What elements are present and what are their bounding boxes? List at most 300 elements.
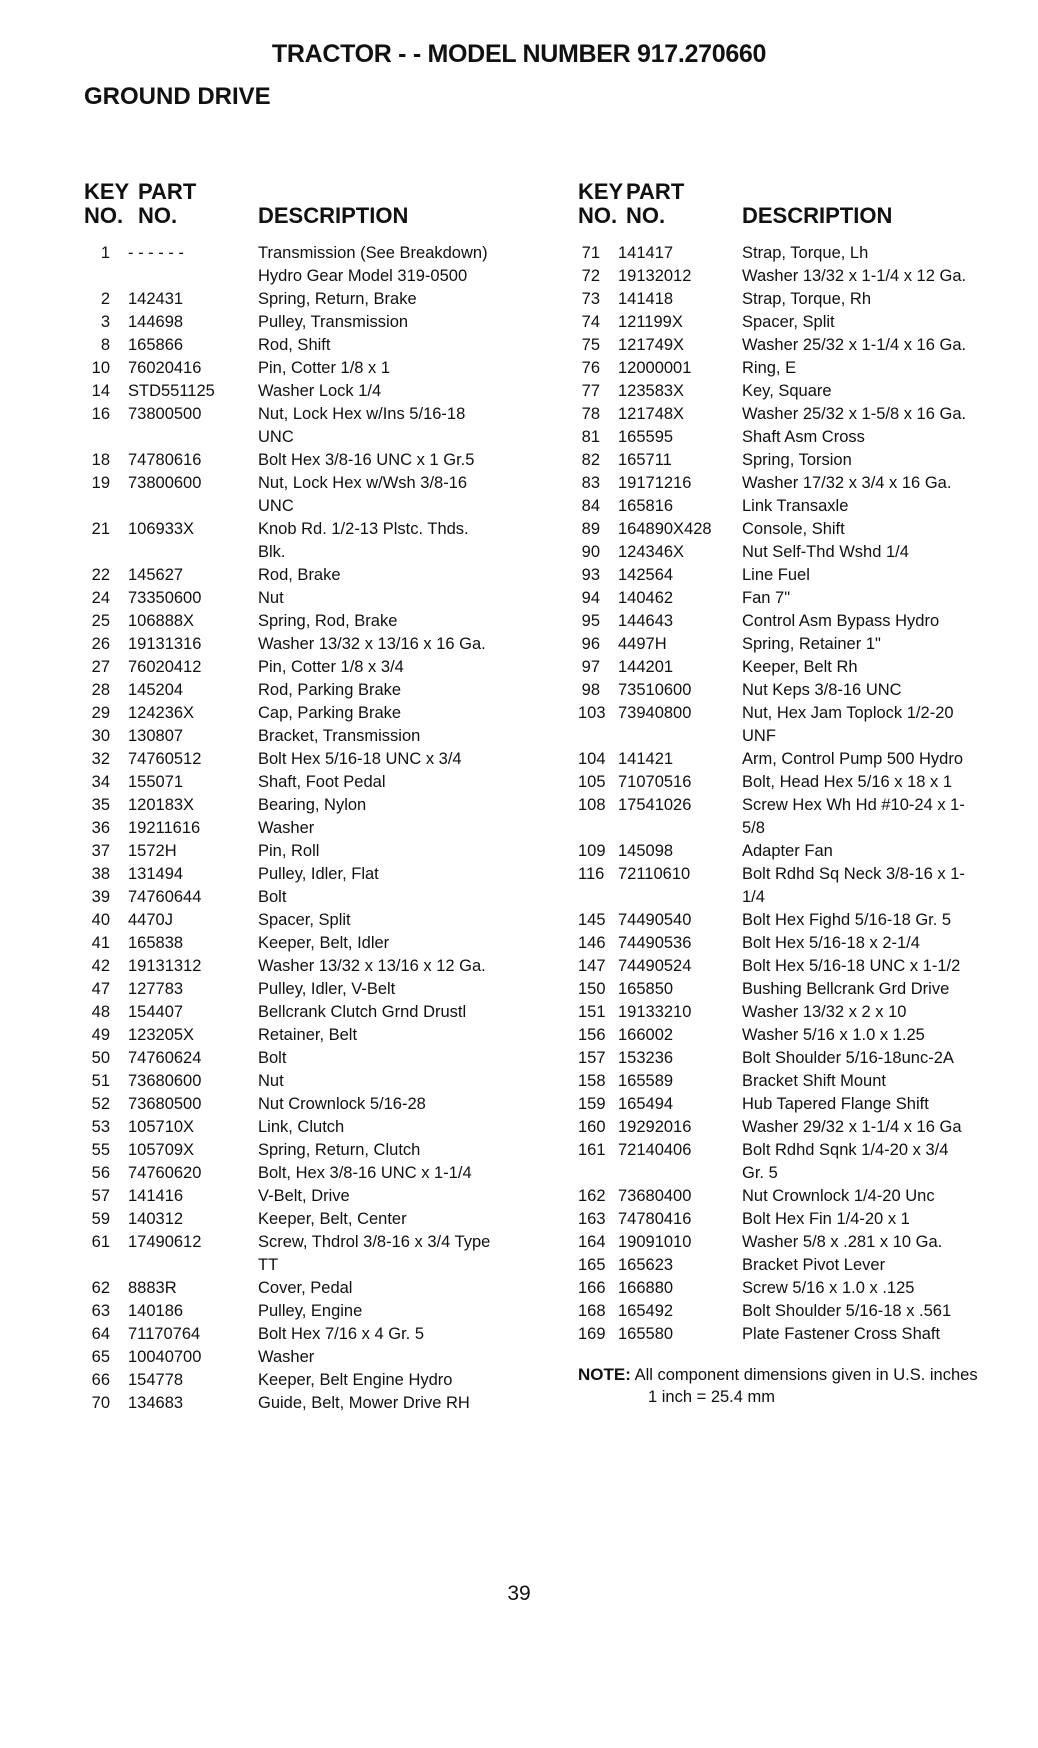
key-number: 72 — [581, 267, 600, 285]
part-number: 19292016 — [618, 1118, 692, 1136]
part-description: Spacer, Split — [742, 313, 835, 331]
part-number: 121199X — [618, 313, 683, 331]
part-row — [578, 242, 1038, 265]
part-number: 73680500 — [128, 1095, 202, 1113]
part-description: Bearing, Nylon — [258, 796, 367, 814]
part-row — [84, 1093, 554, 1116]
key-number: 42 — [91, 957, 110, 975]
part-description: Washer 17/32 x 3/4 x 16 Ga. — [742, 474, 952, 492]
part-number: 74780616 — [128, 451, 202, 469]
part-number: 120183X — [128, 796, 195, 814]
part-row — [578, 449, 1038, 472]
key-number: 116 — [578, 865, 605, 883]
part-row — [84, 1001, 554, 1024]
key-number: 37 — [91, 842, 110, 860]
key-number: 97 — [581, 658, 600, 676]
part-description: Screw Hex Wh Hd #10-24 x 1- 5/8 — [742, 796, 965, 837]
part-description: Bellcrank Clutch Grnd Drustl — [258, 1003, 467, 1021]
key-number: 3 — [100, 313, 110, 331]
part-description: Link Transaxle — [742, 497, 849, 515]
part-description: Screw 5/16 x 1.0 x .125 — [742, 1279, 915, 1297]
part-number: - - - - - - — [128, 244, 184, 262]
key-number: 77 — [581, 382, 600, 400]
column-header — [84, 180, 554, 242]
part-number: 17490612 — [128, 1233, 202, 1251]
part-number: 73510600 — [618, 681, 692, 699]
part-row — [84, 771, 554, 794]
key-number: 65 — [91, 1348, 110, 1366]
part-description: Bolt Hex 5/16-18 x 2-1/4 — [742, 934, 920, 952]
key-no-header: NO. — [578, 203, 618, 228]
part-description: Bolt Hex 7/16 x 4 Gr. 5 — [258, 1325, 424, 1343]
part-no-header: NO. — [626, 203, 666, 228]
section-title: GROUND DRIVE — [84, 83, 271, 110]
part-description: Nut, Hex Jam Toplock 1/2-20 UNF — [742, 704, 954, 745]
part-number: 165595 — [618, 428, 674, 446]
part-description: Washer 25/32 x 1-5/8 x 16 Ga. — [742, 405, 967, 423]
parts-list-right — [578, 242, 1038, 1346]
part-description: Console, Shift — [742, 520, 845, 538]
key-number: 166 — [578, 1279, 606, 1297]
part-number: 141417 — [618, 244, 674, 262]
part-row — [84, 564, 554, 587]
part-row — [84, 380, 554, 403]
part-number: 140312 — [128, 1210, 184, 1228]
part-description: Nut, Lock Hex w/Wsh 3/8-16 UNC — [258, 474, 468, 515]
part-number: 165580 — [618, 1325, 674, 1343]
part-number: 19211616 — [128, 819, 201, 837]
key-header: KEY — [84, 179, 130, 204]
part-row — [578, 564, 1038, 587]
part-number: 140186 — [128, 1302, 184, 1320]
key-number: 73 — [581, 290, 600, 308]
part-description: Arm, Control Pump 500 Hydro — [742, 750, 964, 768]
key-number: 25 — [91, 612, 110, 630]
part-number: 164890X428 — [618, 520, 712, 538]
part-description: Bolt Hex 3/8-16 UNC x 1 Gr.5 — [258, 451, 475, 469]
key-number: 41 — [91, 934, 110, 952]
key-number: 89 — [581, 520, 600, 538]
key-number: 55 — [91, 1141, 110, 1159]
part-row — [578, 403, 1038, 426]
part-number: 123583X — [618, 382, 685, 400]
key-number: 66 — [91, 1371, 110, 1389]
part-description: Washer 5/8 x .281 x 10 Ga. — [742, 1233, 943, 1251]
key-number: 169 — [578, 1325, 606, 1343]
key-number: 90 — [581, 543, 600, 561]
part-number: 141418 — [618, 290, 674, 308]
key-number: 28 — [91, 681, 110, 699]
key-number: 161 — [578, 1141, 606, 1159]
part-row — [84, 1346, 554, 1369]
key-number: 30 — [91, 727, 110, 745]
part-description: Pulley, Idler, Flat — [258, 865, 379, 883]
note-label: NOTE: — [578, 1365, 631, 1384]
part-description: Strap, Torque, Rh — [742, 290, 872, 308]
key-number: 162 — [578, 1187, 606, 1205]
part-number: 153236 — [618, 1049, 674, 1067]
part-row — [84, 1185, 554, 1208]
key-number: 14 — [91, 382, 110, 400]
part-description: Bracket, Transmission — [258, 727, 421, 745]
part-row — [578, 748, 1038, 771]
part-number: 134683 — [128, 1394, 184, 1412]
parts-list-left — [84, 242, 554, 1415]
note-conversion: 1 inch = 25.4 mm — [648, 1388, 776, 1406]
part-row — [578, 541, 1038, 564]
part-description: Nut Crownlock 1/4-20 Unc — [742, 1187, 935, 1205]
key-number: 82 — [581, 451, 600, 469]
part-number: 165838 — [128, 934, 184, 952]
column-header — [578, 180, 1038, 242]
key-number: 105 — [578, 773, 606, 791]
key-number: 71 — [581, 244, 600, 262]
part-description: Bolt, Head Hex 5/16 x 18 x 1 — [742, 773, 953, 791]
part-row — [84, 1208, 554, 1231]
key-number: 50 — [91, 1049, 110, 1067]
part-number: 19131312 — [128, 957, 202, 975]
part-number: 4497H — [618, 635, 667, 653]
part-number: 144643 — [618, 612, 674, 630]
key-number: 19 — [91, 474, 110, 492]
part-row — [84, 656, 554, 679]
part-number: 71170764 — [128, 1325, 201, 1343]
part-description: Spring, Rod, Brake — [258, 612, 398, 630]
part-row — [84, 1323, 554, 1346]
part-row — [84, 1162, 554, 1185]
part-row — [578, 955, 1038, 978]
part-number: 73800600 — [128, 474, 202, 492]
part-number: 76020416 — [128, 359, 202, 377]
key-number: 27 — [91, 658, 110, 676]
part-description: Washer 13/32 x 13/16 x 16 Ga. — [258, 635, 486, 653]
part-number: 165850 — [618, 980, 674, 998]
part-number: 12000001 — [618, 359, 692, 377]
part-number: 165623 — [618, 1256, 674, 1274]
part-row — [84, 748, 554, 771]
part-row — [84, 679, 554, 702]
part-description: Nut — [258, 1072, 284, 1090]
part-number: 74760644 — [128, 888, 202, 906]
key-number: 95 — [581, 612, 600, 630]
description-header: DESCRIPTION — [742, 203, 893, 228]
part-description: Spring, Return, Brake — [258, 290, 417, 308]
part-number: 72140406 — [618, 1141, 692, 1159]
part-row — [84, 1070, 554, 1093]
key-number: 78 — [581, 405, 600, 423]
key-number: 26 — [91, 635, 110, 653]
part-row — [578, 1254, 1038, 1277]
part-number: 141416 — [128, 1187, 184, 1205]
page-title: TRACTOR - - MODEL NUMBER 917.270660 — [271, 40, 767, 68]
key-number: 22 — [91, 566, 110, 584]
key-number: 108 — [578, 796, 606, 814]
key-number: 74 — [581, 313, 600, 331]
part-description: V-Belt, Drive — [258, 1187, 350, 1205]
part-number: 8883R — [128, 1279, 177, 1297]
part-description: Bracket Pivot Lever — [742, 1256, 886, 1274]
part-description: Nut, Lock Hex w/Ins 5/16-18 UNC — [258, 405, 466, 446]
part-number: 73350600 — [128, 589, 202, 607]
part-row — [578, 863, 1038, 909]
part-row — [578, 518, 1038, 541]
key-number: 48 — [91, 1003, 110, 1021]
part-number: 165711 — [618, 451, 672, 469]
part-number: 17541026 — [618, 796, 692, 814]
key-number: 56 — [91, 1164, 110, 1182]
part-number: 19131316 — [128, 635, 202, 653]
part-row — [578, 656, 1038, 679]
part-row — [578, 840, 1038, 863]
part-row — [578, 472, 1038, 495]
part-number: 74760624 — [128, 1049, 202, 1067]
part-number: 166880 — [618, 1279, 674, 1297]
key-number: 36 — [91, 819, 110, 837]
part-row — [84, 403, 554, 449]
key-number: 38 — [91, 865, 110, 883]
part-number: 74490536 — [618, 934, 692, 952]
part-description: Keeper, Belt, Idler — [258, 934, 390, 952]
part-row — [84, 288, 554, 311]
part-number: 74760512 — [128, 750, 202, 768]
key-number: 109 — [578, 842, 606, 860]
part-row — [578, 633, 1038, 656]
part-number: 145098 — [618, 842, 674, 860]
part-row — [578, 426, 1038, 449]
part-number: 145204 — [128, 681, 184, 699]
key-number: 165 — [578, 1256, 606, 1274]
part-row — [84, 863, 554, 886]
part-row — [84, 840, 554, 863]
key-number: 62 — [91, 1279, 110, 1297]
part-number: 145627 — [128, 566, 184, 584]
part-number: 121749X — [618, 336, 685, 354]
part-row — [578, 495, 1038, 518]
key-number: 70 — [91, 1394, 110, 1412]
key-number: 49 — [91, 1026, 110, 1044]
part-number: 73800500 — [128, 405, 202, 423]
part-description: Link, Clutch — [258, 1118, 345, 1136]
part-description: Pin, Cotter 1/8 x 3/4 — [258, 658, 404, 676]
key-number: 75 — [581, 336, 600, 354]
part-row — [84, 1116, 554, 1139]
part-description: Keeper, Belt Engine Hydro — [258, 1371, 453, 1389]
part-description: Plate Fastener Cross Shaft — [742, 1325, 941, 1343]
key-number: 53 — [91, 1118, 110, 1136]
part-description: Spring, Torsion — [742, 451, 852, 469]
part-number: 71070516 — [618, 773, 692, 791]
part-description: Pulley, Idler, V-Belt — [258, 980, 396, 998]
part-description: Rod, Parking Brake — [258, 681, 402, 699]
part-row — [84, 886, 554, 909]
part-number: 74780416 — [618, 1210, 692, 1228]
part-row — [84, 932, 554, 955]
key-number: 8 — [100, 336, 110, 354]
part-description: Nut Self-Thd Wshd 1/4 — [742, 543, 909, 561]
part-description: Bolt, Hex 3/8-16 UNC x 1-1/4 — [258, 1164, 472, 1182]
key-number: 147 — [578, 957, 606, 975]
part-number: 154778 — [128, 1371, 184, 1389]
part-description: Bracket Shift Mount — [742, 1072, 886, 1090]
page-number: 39 — [507, 1582, 531, 1605]
part-number: 140462 — [618, 589, 674, 607]
key-number: 163 — [578, 1210, 606, 1228]
part-row — [84, 817, 554, 840]
part-number: 130807 — [128, 727, 184, 745]
part-row — [84, 357, 554, 380]
key-number: 104 — [578, 750, 606, 768]
part-description: Shaft Asm Cross — [742, 428, 865, 446]
part-number: 121748X — [618, 405, 685, 423]
note-text: All component dimensions given in U.S. inches — [634, 1366, 978, 1384]
part-row — [578, 265, 1038, 288]
part-row — [84, 1392, 554, 1415]
part-number: 4470J — [128, 911, 173, 929]
part-row — [578, 357, 1038, 380]
part-description: Ring, E — [742, 359, 797, 377]
part-description: Pin, Roll — [258, 842, 320, 860]
part-row — [578, 1323, 1038, 1346]
key-number: 2 — [100, 290, 110, 308]
part-header: PART — [626, 179, 685, 204]
part-description: Bolt Rdhd Sqnk 1/4-20 x 3/4 Gr. 5 — [742, 1141, 949, 1182]
part-description: Bolt Hex 5/16-18 UNC x 1-1/2 — [742, 957, 961, 975]
part-description: Washer 29/32 x 1-1/4 x 16 Ga — [742, 1118, 962, 1136]
part-description: Washer — [258, 819, 315, 837]
part-number: 165866 — [128, 336, 184, 354]
part-header: PART — [138, 179, 197, 204]
key-number: 158 — [578, 1072, 606, 1090]
part-description: Knob Rd. 1/2-13 Plstc. Thds. Blk. — [258, 520, 469, 561]
key-number: 145 — [578, 911, 606, 929]
part-description: Washer — [258, 1348, 315, 1366]
part-row — [578, 1070, 1038, 1093]
part-row — [578, 794, 1038, 840]
part-number: 73680400 — [618, 1187, 692, 1205]
part-number: 124346X — [618, 543, 685, 561]
part-number: 105710X — [128, 1118, 195, 1136]
part-row — [578, 1300, 1038, 1323]
key-number: 84 — [581, 497, 600, 515]
part-number: 154407 — [128, 1003, 184, 1021]
part-number: 141421 — [618, 750, 674, 768]
part-row — [84, 1369, 554, 1392]
part-number: 106888X — [128, 612, 195, 630]
part-row — [84, 978, 554, 1001]
part-description: Bolt — [258, 1049, 287, 1067]
part-row — [84, 334, 554, 357]
key-number: 52 — [91, 1095, 110, 1113]
part-number: 19132012 — [618, 267, 692, 285]
part-row — [578, 1139, 1038, 1185]
key-number: 96 — [581, 635, 600, 653]
part-number: 166002 — [618, 1026, 674, 1044]
key-number: 16 — [91, 405, 110, 423]
part-number: STD551125 — [128, 382, 215, 400]
part-description: Nut — [258, 589, 284, 607]
part-row — [84, 1139, 554, 1162]
dimension-note — [578, 1364, 1038, 1408]
part-number: 76020412 — [128, 658, 202, 676]
part-description: Bolt Hex 5/16-18 UNC x 3/4 — [258, 750, 462, 768]
part-row — [84, 518, 554, 564]
part-description: Bolt Hex Fighd 5/16-18 Gr. 5 — [742, 911, 952, 929]
key-number: 18 — [91, 451, 110, 469]
key-number: 51 — [91, 1072, 110, 1090]
key-number: 40 — [91, 911, 110, 929]
part-description: Adapter Fan — [742, 842, 833, 860]
part-row — [84, 1277, 554, 1300]
part-description: Keeper, Belt, Center — [258, 1210, 407, 1228]
key-number: 34 — [91, 773, 110, 791]
part-row — [578, 1277, 1038, 1300]
part-row — [578, 380, 1038, 403]
part-number: 19091010 — [618, 1233, 692, 1251]
part-description: Strap, Torque, Lh — [742, 244, 869, 262]
key-number: 24 — [91, 589, 110, 607]
part-description: Key, Square — [742, 382, 832, 400]
part-number: 165589 — [618, 1072, 674, 1090]
part-description: Fan 7" — [742, 589, 791, 607]
part-description: Keeper, Belt Rh — [742, 658, 858, 676]
key-number: 159 — [578, 1095, 606, 1113]
part-row — [84, 587, 554, 610]
part-row — [578, 909, 1038, 932]
part-description: Washer Lock 1/4 — [258, 382, 382, 400]
part-number: 1572H — [128, 842, 177, 860]
key-number: 1 — [100, 244, 110, 262]
part-description: Cap, Parking Brake — [258, 704, 402, 722]
part-description: Washer 13/32 x 1-1/4 x 12 Ga. — [742, 267, 967, 285]
part-number: 142564 — [618, 566, 674, 584]
key-number: 64 — [91, 1325, 110, 1343]
part-description: Guide, Belt, Mower Drive RH — [258, 1394, 470, 1412]
key-number: 150 — [578, 980, 606, 998]
part-row — [84, 633, 554, 656]
key-no-header: NO. — [84, 203, 124, 228]
part-description: Spring, Return, Clutch — [258, 1141, 421, 1159]
key-number: 76 — [581, 359, 600, 377]
part-no-header: NO. — [138, 203, 178, 228]
key-number: 83 — [581, 474, 600, 492]
part-number: 165494 — [618, 1095, 674, 1113]
part-number: 131494 — [128, 865, 184, 883]
part-row — [578, 334, 1038, 357]
part-number: 73680600 — [128, 1072, 202, 1090]
key-number: 146 — [578, 934, 606, 952]
key-number: 47 — [91, 980, 110, 998]
key-header: KEY — [578, 179, 624, 204]
part-row — [84, 1231, 554, 1277]
part-number: 73940800 — [618, 704, 692, 722]
part-row — [84, 909, 554, 932]
part-number: 144201 — [618, 658, 674, 676]
part-description: Washer 13/32 x 2 x 10 — [742, 1003, 907, 1021]
part-row — [578, 1185, 1038, 1208]
part-row — [578, 1093, 1038, 1116]
part-row — [578, 771, 1038, 794]
part-description: Spacer, Split — [258, 911, 351, 929]
key-number: 10 — [91, 359, 110, 377]
part-row — [578, 702, 1038, 748]
part-description: Rod, Brake — [258, 566, 341, 584]
part-row — [578, 679, 1038, 702]
key-number: 164 — [578, 1233, 606, 1251]
part-description: Washer 25/32 x 1-1/4 x 16 Ga. — [742, 336, 967, 354]
part-description: Washer 13/32 x 13/16 x 12 Ga. — [258, 957, 486, 975]
part-row — [578, 1231, 1038, 1254]
part-number: 127783 — [128, 980, 184, 998]
